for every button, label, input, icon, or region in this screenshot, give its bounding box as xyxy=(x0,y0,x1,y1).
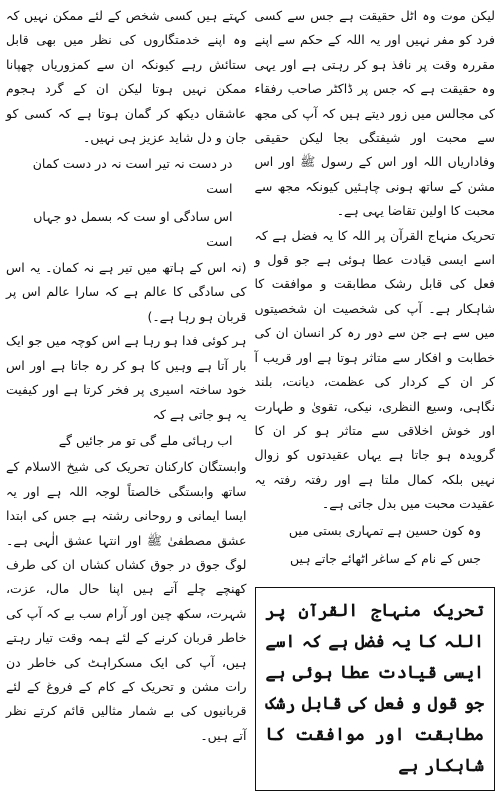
paragraph: ہر کوئی فدا ہو رہا ہے اس کوچہ میں جو ایک بار آتا ہے وہیں کا ہو کر رہ جاتا ہے اور اس خود ساختہ اسیری پر فخر کرتا ہے اور کیفیت یہ ہو جاتی ہے کہ xyxy=(6,333,247,422)
right-column xyxy=(255,4,496,794)
paragraph: تحریک منہاج القرآن پر اللہ کا یہ فضل ہے کہ اسے ایسی قیادت عطا ہوئی ہے جو قول و فعل کی قابل رشک مطابقت و موافقت کا شاہکار ہے۔ آپ کی شخصیت ان شخصیتوں میں سے ہے جن سے دور رہ کر انسان ان کی خطابت و افکار سے متاثر ہوتا ہے اور قریب آ کر ان کے کردار کی عظمت، دیانت، بلند نگاہی، وسیع النظری، نیکی، تقویٰ و طہارت اور خوش اخلاقی سے متاثر ہو کر ان کا گرویدہ ہو جاتا ہے یہاں عقیدتوں کو زوال نہیں بلکہ کمال ملتا ہے اور رفتہ رفتہ یہ عقیدت محبت میں بدل جاتی ہے۔ xyxy=(254,227,495,512)
paragraph: (نہ اس کے ہاتھ میں تیر ہے نہ کمان۔ یہ اس کی سادگی کا عالم ہے کہ سارا عالم اس پر قربان ہو رہا ہے۔) xyxy=(6,260,247,324)
paragraph: کہتے ہیں کسی شخص کے لئے ممکن نہیں کہ وہ اپنے خدمتگاروں کی نظر میں بھی قابل ستائش رہے کیونکہ ان سے کمزوریاں چھپانا ممکن نہیں ہوتا لیکن ان کے گرد ہجوم عاشقاں دیکھ کر گمان ہوتا ہے کہ کسی کو جان و دل شاید عزیز ہی نہیں۔ xyxy=(6,8,247,146)
left-column xyxy=(6,4,247,794)
paragraph: لیکن موت وہ اٹل حقیقت ہے جس سے کسی فرد کو مفر نہیں اور یہ اللہ کے حکم سے اپنے مقررہ وقت پر نافذ ہو کر رہتی ہے اور یہی وہ حقیقت ہے کہ جس پر ڈاکٹر صاحب رفقاء کی مجالس میں زور دیتے ہیں کہ آپ کی مجھ سے محبت اور شیفتگی بجا لیکن حقیقی وفاداریاں اللہ اور اس کے رسول ﷺ اور اس مشن کے ساتھ ہونی چاہئیں کیونکہ مجھ سے محبت کا اولین تقاضا یہی ہے۔ xyxy=(254,8,495,219)
verse-line: در دست نہ تیر است نہ در دست کمان است xyxy=(32,156,233,196)
verse-line: جس کے نام کے ساغر اٹھائے جاتے ہیں xyxy=(289,550,481,566)
paragraph: وابستگان کارکنان تحریک کی شیخ الاسلام کے ساتھ وابستگی خالصتاً لوجہ اللہ ہے اور یہ ایسا ایمانی و روحانی رشتہ ہے جس کی ابتدا عشق مصطفیٰ ﷺ اور انتہا عشق الٰہی ہے۔ لوگ جوق در جوق کشاں کشاں ان کی طرف کھنچے چلے آتے ہیں اپنا حال مال، عزت، شہرت، سکھ چین اور آرام سب بے کہ آپ کی خاطر قربان کرنے کے لئے ہمہ وقت تیار رہتے ہیں، آپ کی ایک مسکراہٹ کی خاطر دن رات مشن و تحریک کے کام کے فروغ کے لئے قربانیوں کی بے شمار مثالیں قائم کرتے نظر آتے ہیں۔ xyxy=(6,459,247,743)
verse-line: اب رہائی ملے گی تو مر جائیں گے xyxy=(58,432,233,448)
pull-quote: تحریک منہاج القرآن پر اللہ کا یہ فضل ہے کہ اسے ایسی قیادت عطا ہوئی ہے جو قول و فعل کی قابل رشک مطابقت اور موافقت کا شاہکار ہے xyxy=(255,587,496,791)
verse-line: اس سادگی او ست کہ بسمل دو جہاں است xyxy=(33,209,233,249)
verse-line: وہ کون حسین ہے تمہاری بستی میں xyxy=(288,522,481,538)
